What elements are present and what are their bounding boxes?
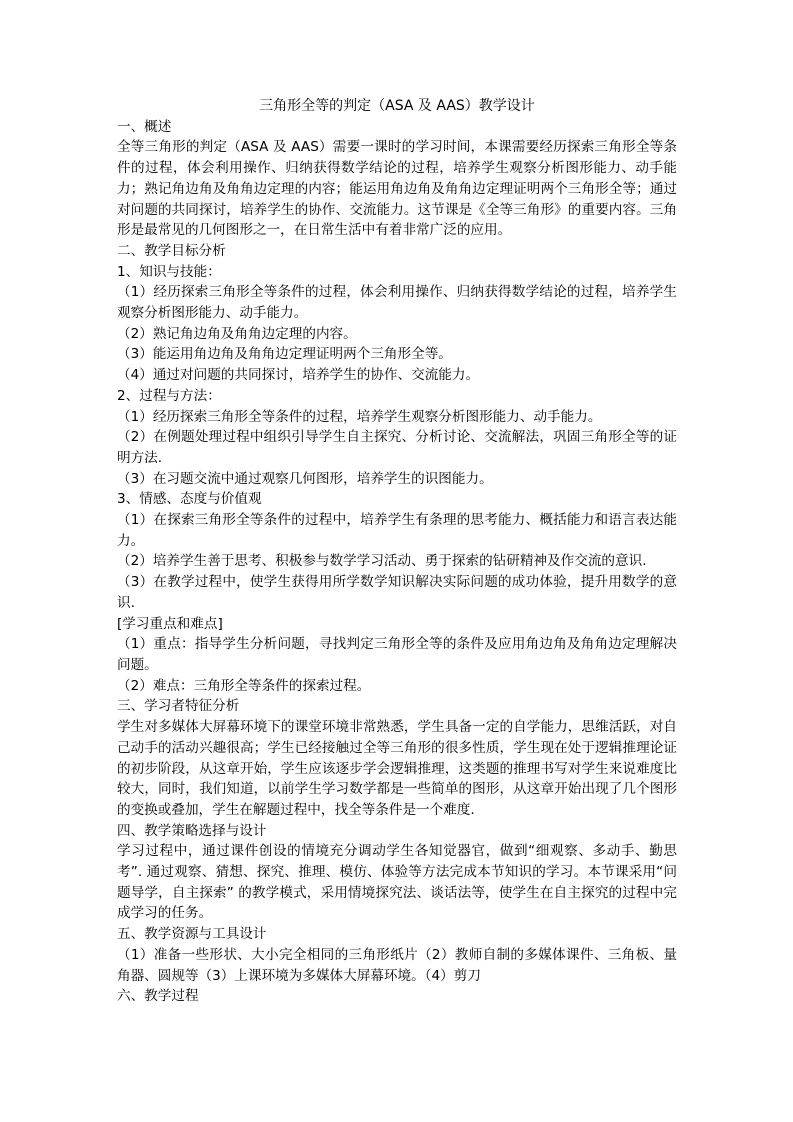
subsection-heading: [学习重点和难点] xyxy=(117,615,223,632)
list-item: （4）通过对问题的共同探讨，培养学生的协作、交流能力。 xyxy=(117,367,480,384)
list-item: （1）重点：指导学生分析问题，寻找判定三角形全等的条件及应用角边角及角角边定理解决问题。 xyxy=(117,636,677,673)
paragraph: 学习过程中，通过课件创设的情境充分调动学生各知觉器官，做到“细观察、多动手、勤思考”. 通过观察、猜想、探究、推理、模仿、体验等方法完成本节知识的学习。本节课采用“问题导学，自主探索” 的教学模式，采用情境探究法、谈话法等，使学生在自主探究的过程中完成学习的任务。 xyxy=(117,843,677,922)
list-item: （2）熟记角边角及角角边定理的内容。 xyxy=(117,325,357,342)
subsection-heading: 2、过程与方法： xyxy=(117,387,221,404)
list-item: （3）在习题交流中通过观察几何图形，培养学生的识图能力。 xyxy=(117,470,493,487)
list-item: （1）经历探索三角形全等条件的过程，体会利用操作、归纳获得数学结论的过程，培养学生观察分析图形能力、动手能力。 xyxy=(117,284,677,322)
document-page xyxy=(117,96,677,1007)
list-item: （2）培养学生善于思考、积极参与数学学习活动、勇于探索的钻研精神及作交流的意识. xyxy=(117,553,647,570)
list-item: （1）在探索三角形全等条件的过程中，培养学生有条理的思考能力、概括能力和语言表达能力。 xyxy=(117,512,677,549)
list-item: （2）难点：三角形全等条件的探索过程。 xyxy=(117,677,371,694)
section-heading: 五、教学资源与工具设计 xyxy=(117,926,267,943)
paragraph: 学生对多媒体大屏幕环境下的课堂环境非常熟悉，学生具备一定的自学能力，思维活跃，对自己动手的活动兴趣很高；学生已经接触过全等三角形的很多性质，学生现在处于逻辑推理论证的初步阶段，从这章开始，学生应该逐步学会逻辑推理，这类题的推理书写对学生来说难度比较大，同时，我们知道，以前学生学习数学都是一些简单的图形，从这章开始出现了几个图形的变换或叠加，学生在解题过程中，找全等条件是一个难度. xyxy=(117,719,677,818)
list-item: （2）在例题处理过程中组织引导学生自主探究、分析讨论、交流解法，巩固三角形全等的证明方法. xyxy=(117,429,677,466)
list-item: （3）能运用角边角及角角边定理证明两个三角形全等。 xyxy=(117,346,452,363)
paragraph: （1）准备一些形状、大小完全相同的三角形纸片（2）教师自制的多媒体课件、三角板、量角器、圆规等（3）上课环境为多媒体大屏幕环境。（4）剪刀 xyxy=(117,946,677,984)
section-heading: 四、教学策略选择与设计 xyxy=(117,822,267,839)
subsection-heading: 3、情感、态度与价值观 xyxy=(117,491,262,508)
section-heading: 三、学习者特征分析 xyxy=(117,698,240,715)
list-item: （3）在教学过程中，使学生获得用所学数学知识解决实际问题的成功体验，提升用数学的意识. xyxy=(117,574,677,611)
subsection-heading: 1、知识与技能： xyxy=(117,263,221,280)
list-item: （1）经历探索三角形全等条件的过程，培养学生观察分析图形能力、动手能力。 xyxy=(117,408,602,425)
paragraph: 全等三角形的判定（ASA 及 AAS）需要一课时的学习时间，本课需要经历探索三角形全等条件的过程，体会利用操作、归纳获得数学结论的过程，培养学生观察分析图形能力、动手能力；熟记角边角及角角边定理的内容；能运用角边角及角角边定理证明两个三角形全等；通过对问题的共同探讨，培养学生的协作、交流能力。这节课是《全等三角形》的重要内容。三角形是最常见的几何图形之一，在日常生活中有着非常广泛的应用。 xyxy=(117,139,677,239)
section-heading: 二、教学目标分析 xyxy=(117,242,226,259)
document-title: 三角形全等的判定（ASA 及 AAS）教学设计 xyxy=(259,98,535,114)
section-heading: 一、概述 xyxy=(117,118,172,135)
section-heading: 六、教学过程 xyxy=(117,988,199,1005)
